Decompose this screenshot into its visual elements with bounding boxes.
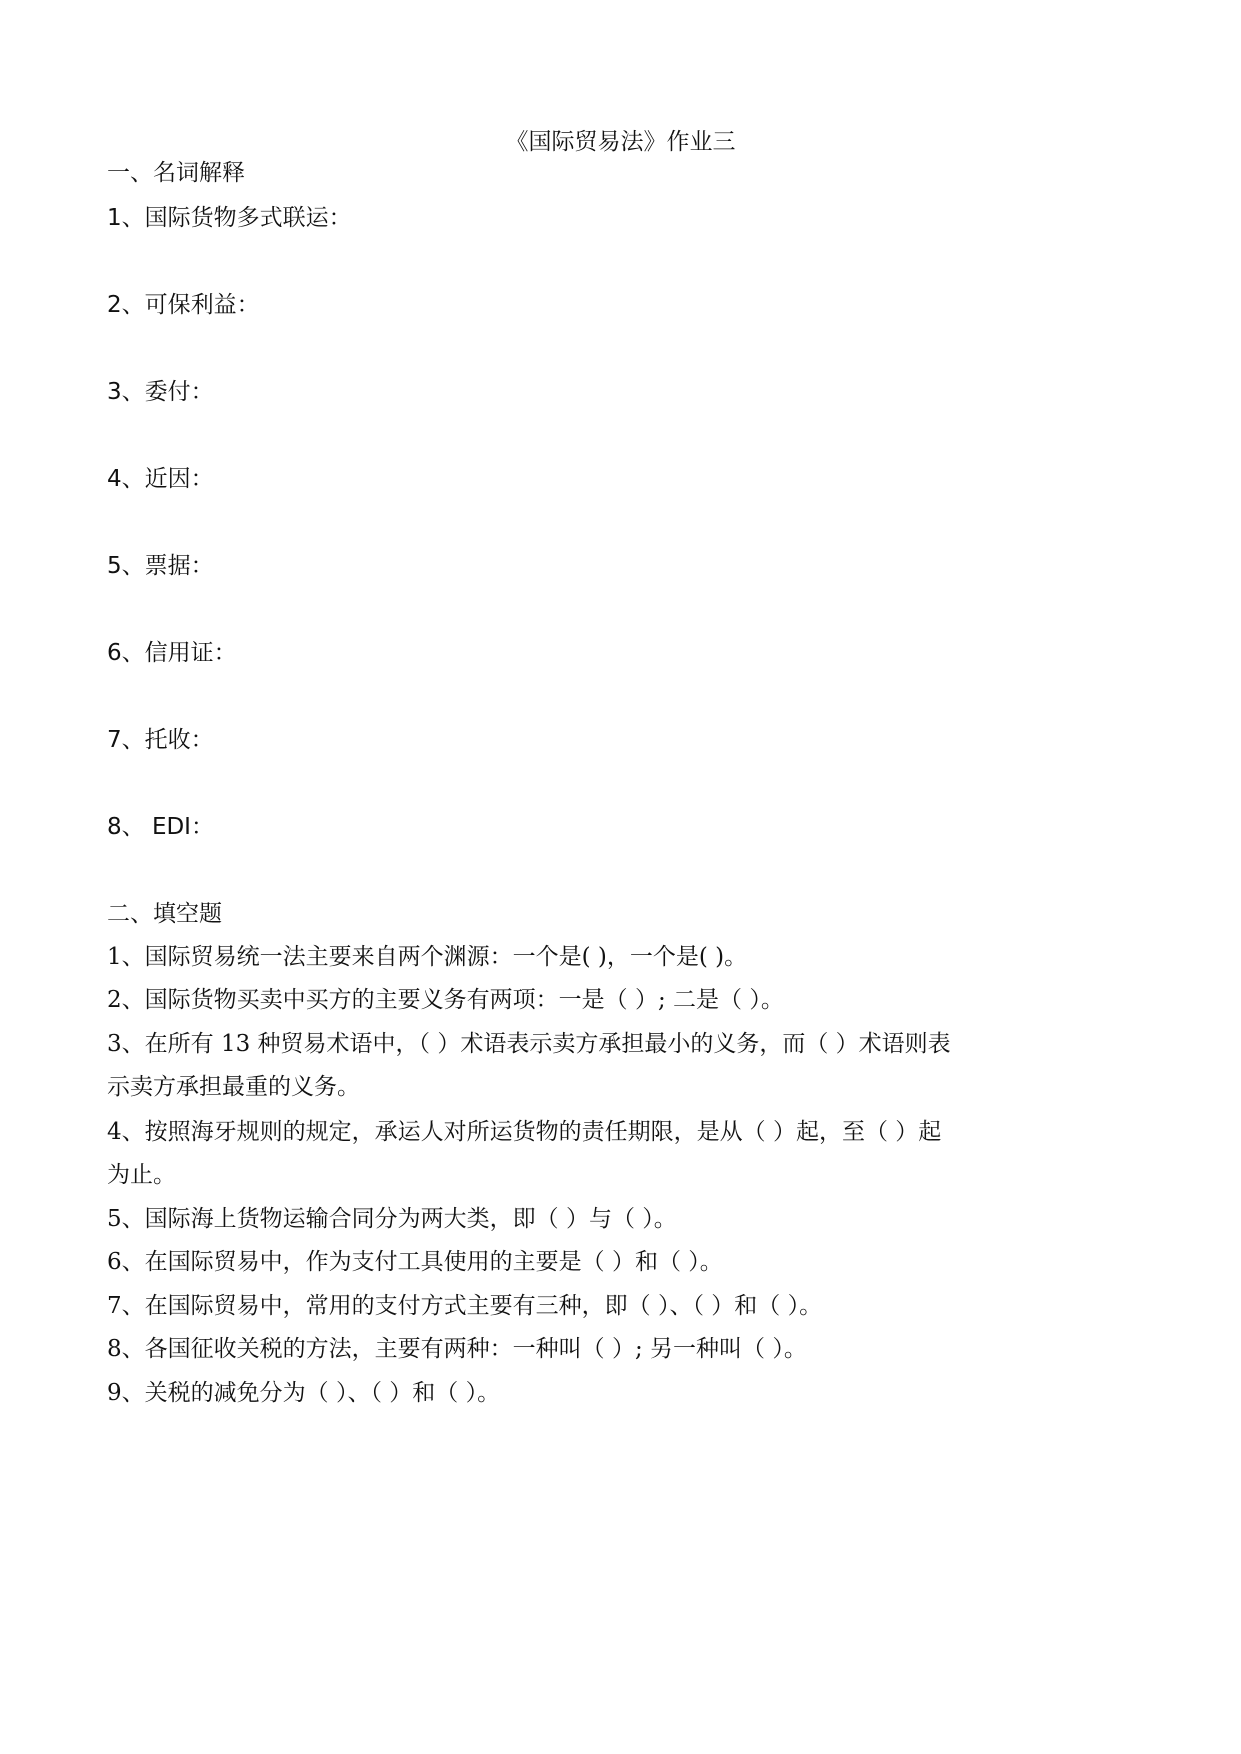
fill-blank-item: 6、在国际贸易中，作为支付工具使用的主要是（ ）和（ ）。 (107, 1249, 723, 1275)
fill-blank-item: 1、国际贸易统一法主要来自两个渊源：一个是( )，一个是( )。 (107, 944, 748, 970)
section-heading-fill-blanks: 二、填空题 (107, 901, 222, 927)
fill-blank-item: 2、国际货物买卖中买方的主要义务有两项：一是（ ）; 二是（ ）。 (107, 987, 784, 1013)
term-item: 6、信用证： (107, 640, 237, 666)
document-title: 《国际贸易法》作业三 (505, 129, 736, 155)
fill-blank-item-continued: 为止。 (107, 1162, 176, 1188)
term-item: 5、票据： (107, 553, 214, 579)
term-item: 2、可保利益： (107, 292, 260, 318)
fill-blank-item: 9、关税的减免分为（ ）、（ ）和（ ）。 (107, 1380, 501, 1406)
fill-blank-item: 4、按照海牙规则的规定，承运人对所运货物的责任期限，是从（ ）起，至（ ）起 (107, 1119, 942, 1145)
fill-blank-item-continued: 示卖方承担最重的义务。 (107, 1074, 360, 1100)
term-item: 3、委付： (107, 379, 214, 405)
term-item: 7、托收： (107, 727, 214, 753)
term-item: 4、近因： (107, 466, 214, 492)
fill-blank-item: 7、在国际贸易中，常用的支付方式主要有三种，即（ ）、（ ）和（ ）。 (107, 1293, 823, 1319)
term-item: 8、 EDI： (107, 814, 214, 840)
fill-blank-item: 8、各国征收关税的方法，主要有两种：一种叫（ ）; 另一种叫（ ）。 (107, 1336, 807, 1362)
fill-blank-item: 5、国际海上货物运输合同分为两大类，即（ ）与（ ）。 (107, 1206, 677, 1232)
term-item: 1、国际货物多式联运： (107, 205, 352, 231)
section-heading-terms: 一、名词解释 (107, 160, 245, 186)
fill-blank-item: 3、在所有 13 种贸易术语中，（ ）术语表示卖方承担最小的义务，而（ ）术语则表 (107, 1031, 951, 1057)
